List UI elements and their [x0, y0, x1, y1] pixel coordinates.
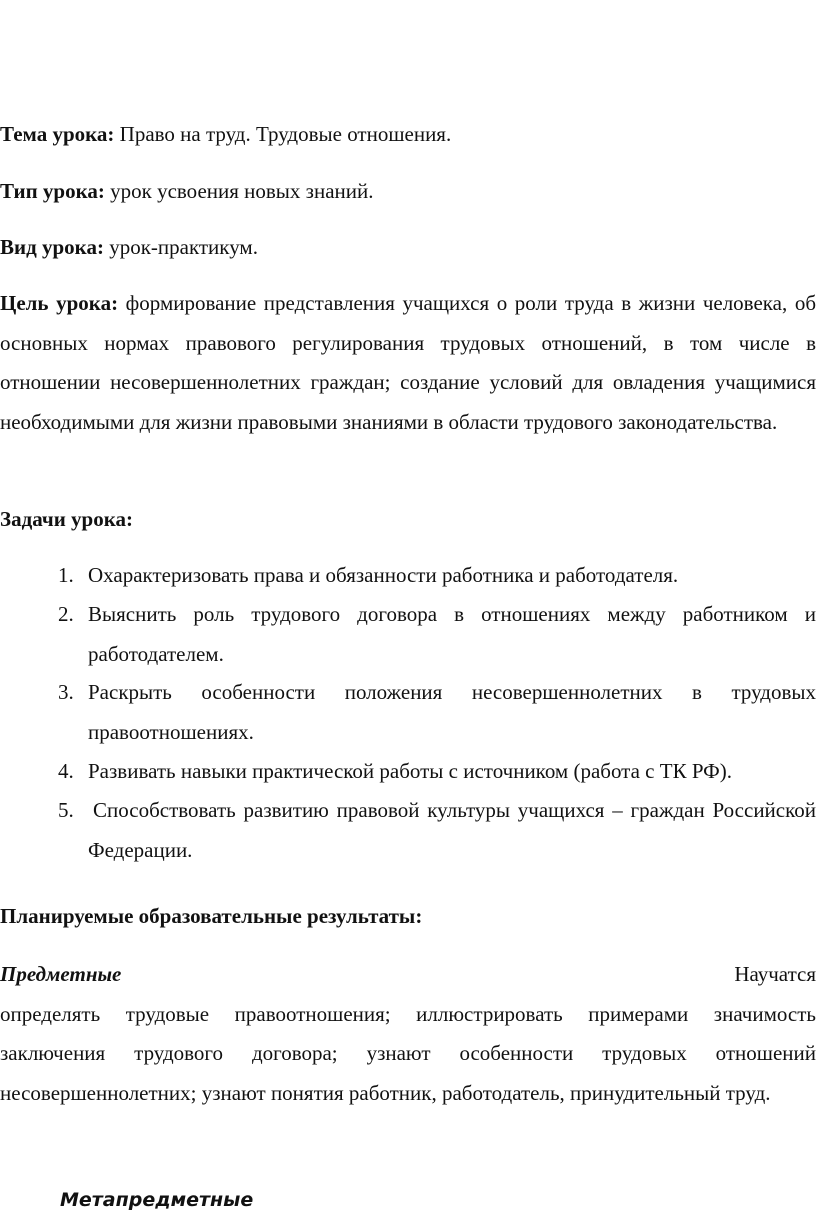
subject-label: Предметные — [0, 962, 122, 986]
kind-label: Вид урока: — [0, 235, 104, 259]
task-number: 1. — [58, 563, 74, 587]
task-item — [58, 556, 816, 596]
task-item — [58, 752, 816, 792]
task-number: 3. — [58, 680, 74, 704]
results-heading-text: Планируемые образовательные результаты: — [0, 904, 423, 928]
subject-lead: Научатся — [734, 962, 816, 986]
task-number: 5. — [58, 798, 74, 822]
tasks-heading — [0, 500, 816, 540]
subject-results — [0, 955, 816, 1113]
task-text: Выяснить роль трудового договора в отношениях между работником и работодателем. — [88, 602, 816, 666]
topic-value: Право на труд. Трудовые отношения. — [119, 122, 452, 146]
tasks-heading-text: Задачи урока: — [0, 507, 134, 531]
type-label: Тип урока: — [0, 179, 105, 203]
task-text: Охарактеризовать права и обязанности работника и работодателя. — [88, 563, 679, 587]
topic-line — [0, 115, 816, 155]
task-number: 4. — [58, 759, 74, 783]
results-heading — [0, 897, 816, 937]
type-line — [0, 172, 816, 212]
kind-value: урок-практикум. — [109, 235, 258, 259]
task-text: Развивать навыки практической работы с источником (работа с ТК РФ). — [88, 759, 732, 783]
task-item — [58, 595, 816, 674]
goal-label: Цель урока: — [0, 291, 119, 315]
task-item — [58, 673, 816, 752]
task-text: Способствовать развитию правовой культуры учащихся – граждан Российской Федерации. — [88, 798, 816, 862]
task-number: 2. — [58, 602, 74, 626]
goal-value: формирование представления учащихся о роли труда в жизни человека, об основных нормах правового регулирования трудовых отношений, в том числе в отношении несовершеннолетних граждан; создание условий для овладения учащимися необходимыми для жизни правовыми знаниями в области трудового законодательства. — [0, 291, 816, 434]
task-text: Раскрыть особенности положения несовершеннолетних в трудовых правоотношениях. — [88, 680, 816, 744]
kind-line — [0, 228, 816, 268]
topic-label: Тема урока: — [0, 122, 115, 146]
task-item — [58, 791, 816, 870]
goal-paragraph — [0, 284, 816, 442]
meta-label: Метапредметные — [60, 1189, 254, 1211]
type-value: урок усвоения новых знаний. — [110, 179, 374, 203]
subject-text: определять трудовые правоотношения; иллюстрировать примерами значимость заключения трудового договора; узнают особенности трудовых отношений несовершеннолетних; узнают понятия работник, работодатель, принудительный труд. — [0, 1001, 816, 1105]
